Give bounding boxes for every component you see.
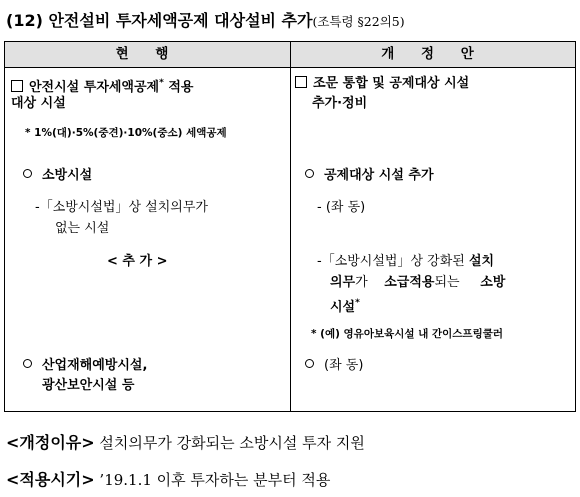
section-title: (12) 안전설비 투자세액공제 대상설비 추가 [6, 11, 313, 30]
revised-example: * (예) 영유아보육시설 내 간이스프링쿨러 [311, 328, 503, 340]
current-industrial: 산업재해예방시설, [23, 356, 147, 375]
revised-same-1: - (좌 동) [317, 200, 366, 215]
current-intro-line2: 대상 시설 [11, 96, 66, 111]
revised-new-line3: 시설* [330, 298, 360, 315]
circle-bullet-icon [23, 169, 32, 178]
revised-intro: 조문 통합 및 공제대상 시설 [295, 74, 469, 93]
checkbox-square-icon [295, 76, 307, 88]
current-fire-title: 소방시설 [23, 166, 92, 185]
reason-text: 설치의무가 강화되는 소방시설 투자 지원 [99, 434, 365, 452]
revised-new-line1: -「소방시설법」상 강화된 설치 [317, 254, 495, 269]
circle-bullet-icon [305, 359, 314, 368]
current-fire-line2: 없는 시설 [55, 221, 110, 236]
circle-bullet-icon [305, 169, 314, 178]
reason-label: <개정이유> [6, 433, 95, 452]
timing-text: ’19.1.1 이후 투자하는 분부터 적용 [99, 471, 331, 489]
revised-new-line2: 의무가 소급적용되는 소방 [330, 275, 506, 290]
column-divider [290, 42, 291, 411]
current-intro: 안전시설 투자세액공제* 적용 [11, 74, 193, 97]
checkbox-square-icon [11, 80, 23, 92]
current-footnote: * 1%(대)·5%(중견)·10%(중소) 세액공제 [25, 127, 227, 139]
revised-intro-line2: 추가·정비 [312, 96, 368, 111]
comparison-table [4, 41, 576, 412]
current-add-marker: < 추 가 > [107, 254, 168, 269]
circle-bullet-icon [23, 359, 32, 368]
revised-same-2: (좌 동) [305, 356, 363, 375]
current-fire-line1: -「소방시설법」상 설치의무가 [35, 200, 208, 215]
reason-line [6, 430, 365, 453]
column-header-revised: 개 정 안 [381, 46, 485, 62]
timing-line [6, 467, 330, 490]
timing-label: <적용시기> [6, 470, 95, 489]
revised-fire-title: 공제대상 시설 추가 [305, 166, 434, 185]
law-reference: (조특령 §22의5) [312, 14, 405, 29]
current-industrial-line2: 광산보안시설 등 [42, 378, 135, 393]
column-header-current: 현 행 [115, 46, 180, 62]
section-heading [6, 8, 576, 31]
